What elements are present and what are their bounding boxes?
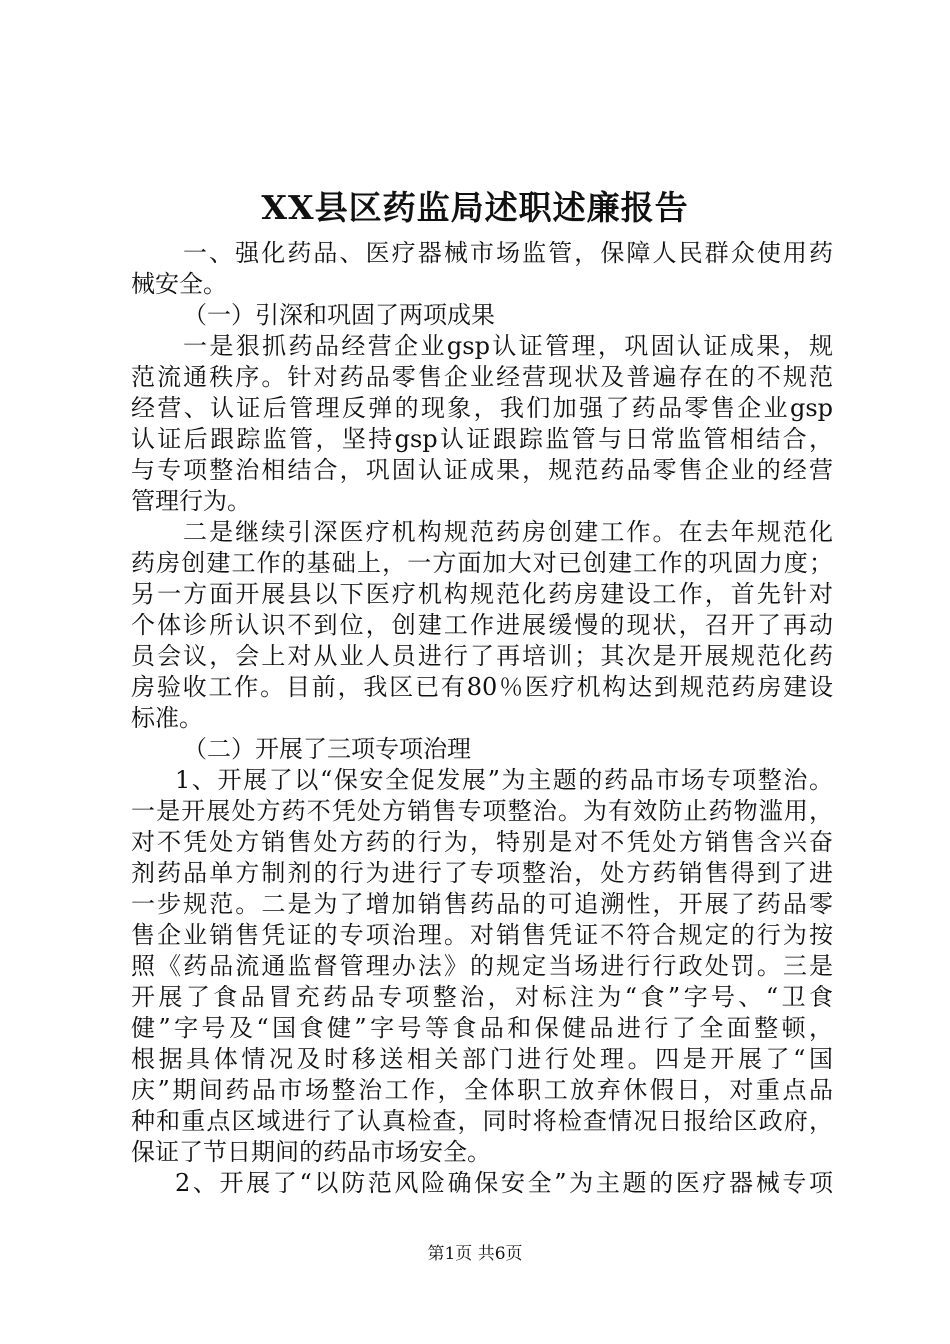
paragraph-line: 药房创建工作的基础上，一方面加大对已创建工作的巩固力度； xyxy=(131,549,833,577)
paragraph-line: 一是狠抓药品经营企业gsp认证管理，巩固认证成果，规 xyxy=(183,332,833,360)
paragraph-line: 个体诊所认识不到位，创建工作进展缓慢的现状，召开了再动 xyxy=(131,611,833,639)
paragraph-line: 剂药品单方制剂的行为进行了专项整治，处方药销售得到了进 xyxy=(131,859,833,887)
paragraph-line: 认证后跟踪监管，坚持gsp认证跟踪监管与日常监管相结合， xyxy=(131,425,833,453)
paragraph-line: 一是开展处方药不凭处方销售专项整治。为有效防止药物滥用， xyxy=(131,797,833,825)
paragraph-line: 员会议，会上对从业人员进行了再培训；其次是开展规范化药 xyxy=(131,642,833,670)
paragraph-line: 种和重点区域进行了认真检查，同时将检查情况日报给区政府， xyxy=(131,1107,833,1135)
paragraph-line: 健”字号及“国食健”字号等食品和保健品进行了全面整顿， xyxy=(131,1014,833,1042)
paragraph-line: 2、开展了“以防范风险确保安全”为主题的医疗器械专项 xyxy=(175,1169,833,1197)
paragraph-line: 房验收工作。目前，我区已有80％医疗机构达到规范药房建设 xyxy=(131,673,833,701)
paragraph-line: 一步规范。二是为了增加销售药品的可追溯性，开展了药品零 xyxy=(131,890,833,918)
paragraph-line: 与专项整治相结合，巩固认证成果，规范药品零售企业的经营 xyxy=(131,456,833,484)
paragraph-line: 一、强化药品、医疗器械市场监管，保障人民群众使用药 xyxy=(183,239,833,267)
document-title: XX县区药监局述职述廉报告 xyxy=(261,188,689,227)
paragraph-line: 对不凭处方销售处方药的行为，特别是对不凭处方销售含兴奋 xyxy=(131,828,833,856)
paragraph-line: 开展了食品冒充药品专项整治，对标注为“食”字号、“卫食 xyxy=(131,983,833,1011)
paragraph-line: 二是继续引深医疗机构规范药房创建工作。在去年规范化 xyxy=(183,518,833,546)
paragraph-line: 管理行为。 xyxy=(131,487,251,515)
paragraph-line: 另一方面开展县以下医疗机构规范化药房建设工作，首先针对 xyxy=(131,580,833,608)
paragraph-line: 照《药品流通监督管理办法》的规定当场进行行政处罚。三是 xyxy=(131,952,833,980)
paragraph-line: 经营、认证后管理反弹的现象，我们加强了药品零售企业gsp xyxy=(131,394,833,422)
paragraph-line: 根据具体情况及时移送相关部门进行处理。四是开展了“国 xyxy=(131,1045,833,1073)
paragraph-line: 1、开展了以“保安全促发展”为主题的药品市场专项整治。 xyxy=(175,766,833,794)
section-heading: （二）开展了三项专项治理 xyxy=(183,735,471,763)
paragraph-line: 标准。 xyxy=(131,704,203,732)
section-heading: （一）引深和巩固了两项成果 xyxy=(183,301,495,329)
paragraph-line: 庆”期间药品市场整治工作，全体职工放弃休假日，对重点品 xyxy=(131,1076,833,1104)
paragraph-line: 械安全。 xyxy=(131,270,227,298)
paragraph-line: 售企业销售凭证的专项治理。对销售凭证不符合规定的行为按 xyxy=(131,921,833,949)
page-footer: 第1页 共6页 xyxy=(427,1244,523,1264)
paragraph-line: 范流通秩序。针对药品零售企业经营现状及普遍存在的不规范 xyxy=(131,363,833,391)
document-body xyxy=(131,238,833,1199)
paragraph-line: 保证了节日期间的药品市场安全。 xyxy=(131,1138,491,1166)
